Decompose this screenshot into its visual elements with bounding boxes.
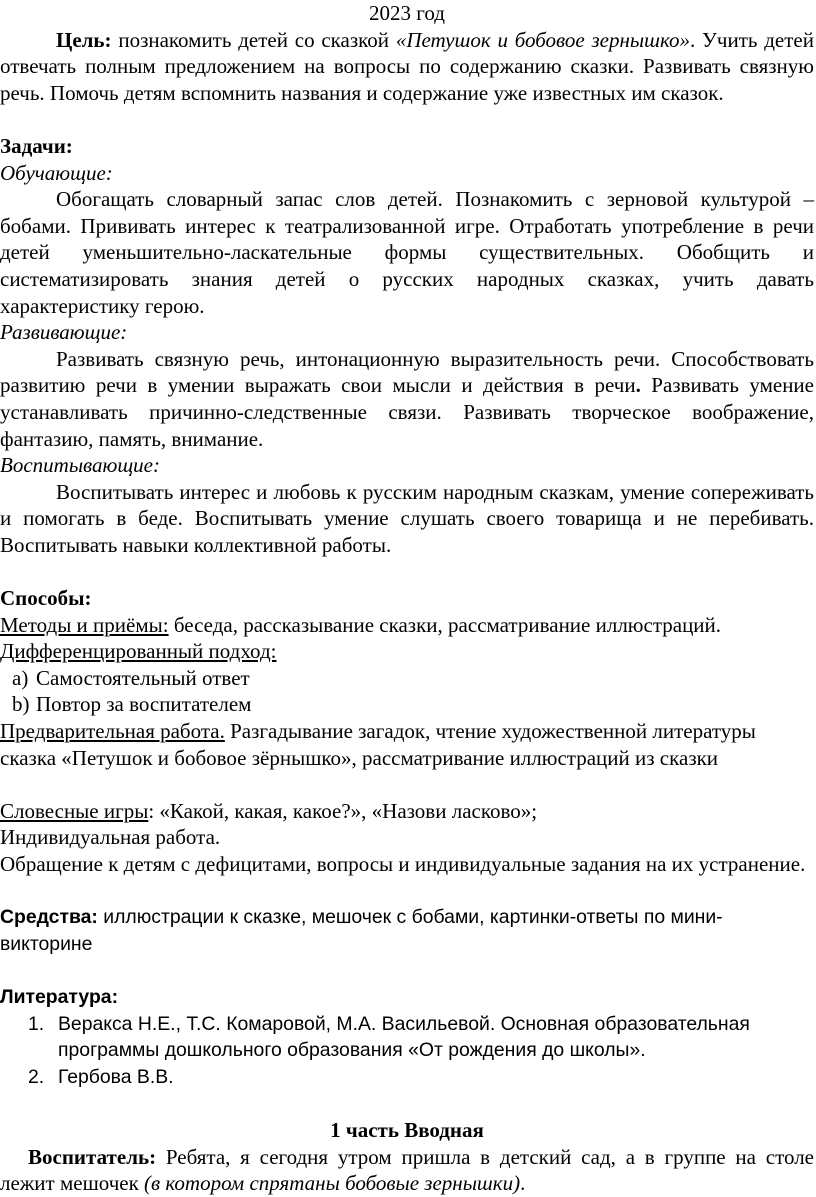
list-item-text: Самостоятельный ответ xyxy=(36,665,250,690)
means-text: иллюстрации к сказке, мешочек с бобами, картинки-ответы по мини-викторине xyxy=(0,906,723,955)
verbal-games-text: : «Какой, какая, какое?», «Назови ласково»; xyxy=(148,798,538,823)
goal-label: Цель: xyxy=(56,27,112,52)
list-marker: 2. xyxy=(28,1065,45,1088)
list-item xyxy=(0,691,814,718)
part1-title: 1 часть Вводная xyxy=(330,1117,484,1142)
prelim-paragraph xyxy=(0,718,814,771)
list-item xyxy=(0,665,814,692)
methods-label: Методы и приёмы: xyxy=(0,612,169,637)
individual-work-line: Индивидуальная работа. xyxy=(0,825,221,850)
means-label: Средства: xyxy=(0,906,98,929)
list-marker: b) xyxy=(12,692,30,717)
prelim-text: Разгадывание загадок, чтение художественной литературы сказка «Петушок и бобовое зёрнышко», рассматривание иллюстраций из сказки xyxy=(0,719,756,770)
edu-paragraph: Обогащать словарный запас слов детей. Познакомить с зерновой культурой – бобами. Прививать интерес к театрализованной игре. Отработать употребление в речи детей уменьшительно-ласкательные формы существительных. Обобщить и систематизировать знания детей о русских народных сказках, учить давать характеристику герою. xyxy=(0,187,814,318)
dev-text-2: Развивать умение устанавливать причинно-следственные связи. Развивать творческое воображение, фантазию, память, внимание. xyxy=(0,373,814,451)
teacher-end: . xyxy=(520,1171,526,1196)
dev-subheading: Развивающие: xyxy=(0,320,128,345)
list-marker: 1. xyxy=(28,1012,45,1035)
goal-tale-title: «Петушок и бобовое зернышко» xyxy=(395,27,691,52)
tasks-heading: Задачи: xyxy=(0,133,73,158)
diff-approach-label: Дифференцированный подход: xyxy=(0,639,277,664)
list-marker: a) xyxy=(12,665,29,690)
list-item xyxy=(0,1064,814,1091)
teacher-text: Ребята, я сегодня утром пришла в детский сад, а в группе на столе лежит мешочек xyxy=(0,1144,814,1196)
literature-heading: Литература: xyxy=(0,985,119,1008)
methods-text: беседа, рассказывание сказки, рассматривание иллюстраций. xyxy=(168,612,722,637)
teacher-label: Воспитатель: xyxy=(28,1144,157,1169)
teacher-italic-note: (в котором спрятаны бобовые зернышки) xyxy=(144,1171,521,1196)
teacher-paragraph xyxy=(0,1144,814,1197)
appeal-paragraph: Обращение к детям с дефицитами, вопросы и индивидуальные задания на их устранение. xyxy=(0,852,806,876)
goal-post: . Учить детей отвечать полным предложением на вопросы по содержанию сказки. Развивать связную речь. Помочь детям вспомнить названия и содержание уже известных им сказок. xyxy=(0,27,814,105)
methods-line xyxy=(0,612,814,639)
methods-heading: Способы: xyxy=(0,586,92,611)
list-item-text: Веракса Н.Е., Т.С. Комаровой, М.А. Васильевой. Основная образовательная программы дошкольного образования «От рождения до школы». xyxy=(58,1012,750,1062)
dev-text: Развивать связную речь, интонационную выразительность речи. Способствовать развитию речи в умении выражать свои мысли и действия в речи xyxy=(0,346,814,398)
list-item xyxy=(0,1011,814,1064)
prelim-label: Предварительная работа. xyxy=(0,719,225,744)
goal-paragraph xyxy=(0,27,814,107)
year-heading: 2023 год xyxy=(369,1,445,25)
list-item-text: Повтор за воспитателем xyxy=(36,692,252,717)
upbringing-subheading: Воспитывающие: xyxy=(0,453,160,478)
literature-list xyxy=(0,1011,814,1091)
edu-subheading: Обучающие: xyxy=(0,160,113,185)
list-item-text: Гербова В.В. xyxy=(58,1065,174,1088)
dev-dot: . xyxy=(635,373,641,398)
upbringing-paragraph: Воспитывать интерес и любовь к русским народным сказкам, умение сопереживать и помогать в беде. Воспитывать умение слушать своего товарища и не перебивать. Воспитывать навыки коллективной работы. xyxy=(0,479,814,557)
dev-paragraph xyxy=(0,346,814,452)
verbal-games-line xyxy=(0,798,814,825)
diff-approach-list xyxy=(0,665,814,718)
goal-pre: познакомить детей со сказкой xyxy=(111,27,396,52)
verbal-games-label: Словесные игры xyxy=(0,798,149,823)
means-paragraph xyxy=(0,904,814,957)
